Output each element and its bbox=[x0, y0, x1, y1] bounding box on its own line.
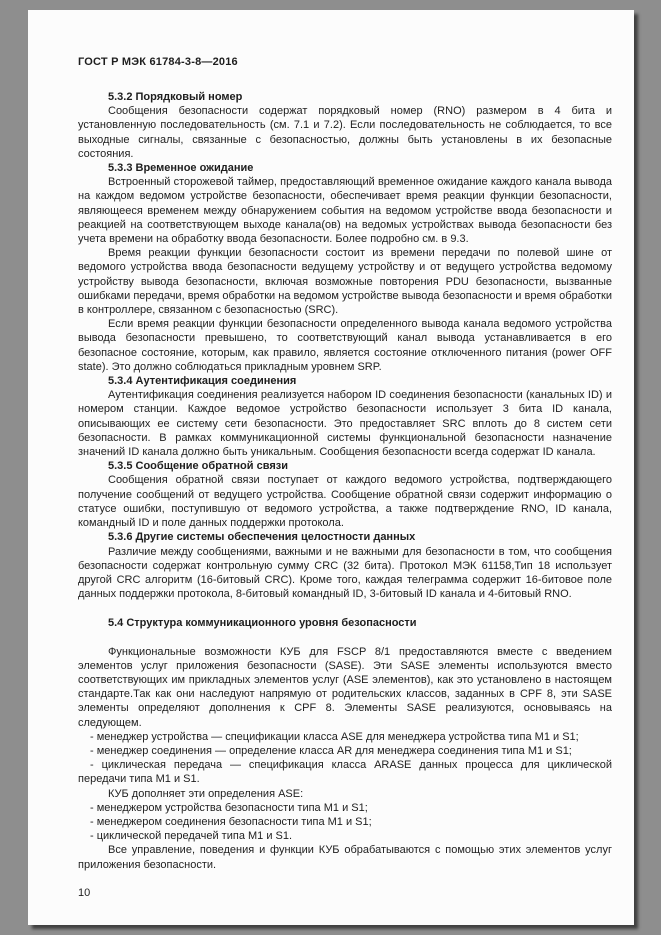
list-item: - менеджером соединения безопасности типа M1 и S1; bbox=[90, 815, 372, 828]
paragraph: Время реакции функции безопасности состоит из времени передачи по полевой шине от ведомого устройства ввода безопасности ведущему устройству и от ведущего устройства ведомому устройству вывода безопасности, включая возможные повторения PDU безопасности, вызванные ошибками передачи, время обработки на ведомом устройстве вывода безопасности и время обработки в контроллере, связанном с безопасностью (SRC). bbox=[78, 247, 612, 317]
section-heading-5-3-6: 5.3.6 Другие системы обеспечения целостности данных bbox=[108, 531, 416, 544]
paragraph: Все управление, поведения и функции КУБ обрабатываются с помощью этих элементов услуг приложения безопасности. bbox=[78, 844, 612, 871]
document-page bbox=[28, 10, 634, 925]
section-heading-5-3-2: 5.3.2 Порядковый номер bbox=[108, 91, 243, 103]
paragraph: Сообщения обратной связи поступает от каждого ведомого устройства, подтверждающего получение сообщений от ведущего устройства. Сообщение обратной связи содержит информацию о статусе ошибки, поступившую от ведомого устройства, а также подтверждение RNO, ID канала, командный ID и поле данных поддержки протокола. bbox=[78, 474, 612, 530]
page-number: 10 bbox=[78, 887, 91, 899]
list-item: - менеджер устройства — спецификации класса ASE для менеджера устройства типа M1 и S1; bbox=[90, 730, 579, 743]
paragraph: Сообщения безопасности содержат порядковый номер (RNO) размером в 4 бита и установленную последовательность (см. 7.1 и 7.2). Если последовательность не соблюдается, то все выходные сигналы, связанные с безопасностью, должны быть установлены в их безопасные состояния. bbox=[78, 105, 612, 160]
section-heading-5-3-5: 5.3.5 Сообщение обратной связи bbox=[108, 460, 288, 473]
paragraph: Аутентификация соединения реализуется набором ID соединения безопасности (канальных ID) и номером станции. Каждое ведомое устройство безопасности использует 3 бита ID канала, описывающих ее систему сети безопасности. Это предоставляет SRC вплоть до 8 систем сети безопасности. В рамках коммуникационной системы функциональной безопасности назначение значений ID канала должно быть уникальным. Сообщения безопасности всегда содержат ID канала. bbox=[78, 389, 612, 459]
list-item: - циклической передачей типа M1 и S1. bbox=[90, 830, 293, 843]
paragraph: Если время реакции функции безопасности определенного вывода канала ведомого устройства вывода безопасности превышено, то соответствующий канал вывода устанавливается в его безопасное состояние, которым, как правило, является состояние отключенного питания (power OFF state). Это должно соблюдаться прикладным уровнем SRP. bbox=[78, 318, 612, 373]
section-heading-5-3-4: 5.3.4 Аутентификация соединения bbox=[108, 375, 297, 388]
paragraph: Функциональные возможности КУБ для FSCP 8/1 предоставляются вместе с введением элементов услуг приложения безопасности (SASE). Эти SASE элементы используются вместо соответствующих им прикладных элементов услуг (ASE элементов), как это установлено в настоящем стандарте.Так как они наследуют напрямую от родительских классов, заданных в CPF 8, эти SASE элементы определяют дополнения к CPF 8. Элементы SASE реализуются, основываясь на следующем. bbox=[78, 645, 612, 729]
paragraph: КУБ дополняет эти определения ASE: bbox=[108, 787, 304, 800]
section-heading-5-3-3: 5.3.3 Временное ожидание bbox=[108, 162, 254, 175]
list-item: - менеджер соединения — определение класса AR для менеджера соединения типа M1 и S1; bbox=[90, 744, 572, 757]
list-item: - циклическая передача — спецификация класса ARASE данных процесса для циклической передачи типа M1 и S1. bbox=[78, 759, 612, 786]
list-item: - менеджером устройства безопасности типа M1 и S1; bbox=[90, 801, 368, 814]
paragraph: Различие между сообщениями, важными и не важными для безопасности в том, что сообщения безопасности содержат контрольную сумму CRC (32 бита). Протокол МЭК 61158,Тип 18 использует другой CRC алгоритм (16-битовый CRC). Кроме того, каждая телеграмма содержит 16-битовое поле данных поддержки протокола, 8-битовый командный ID, 3-битовый ID канала и 4-битовый RNO. bbox=[78, 545, 612, 601]
section-heading-5-4: 5.4 Структура коммуникационного уровня безопасности bbox=[108, 617, 417, 630]
document-standard-number: ГОСТ Р МЭК 61784-3-8—2016 bbox=[78, 56, 238, 68]
paragraph: Встроенный сторожевой таймер, предоставляющий временное ожидание каждого канала вывода на каждом ведомом устройстве безопасности, обеспечивает время реакции функции безопасности, являющееся временем между обнаружением события на ведомом устройстве ввода безопасности и реакцией на соответствующем выходе канала(ов) на ведомых устройствах вывода безопасности без учета времени на обработку ввода безопасности. Более подробно см. в 9.3. bbox=[78, 176, 612, 246]
